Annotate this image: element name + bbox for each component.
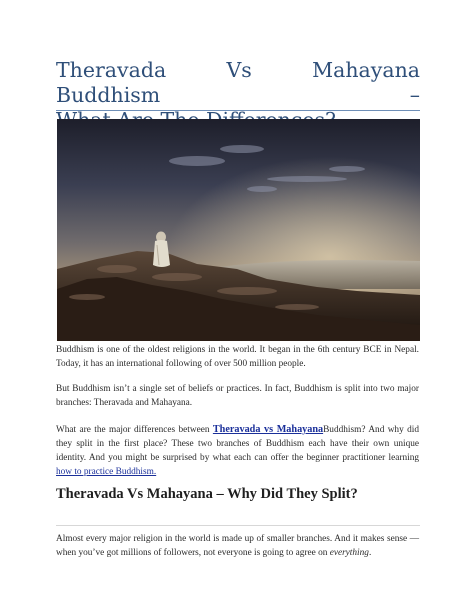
how-to-practice-buddhism-link[interactable]: how to practice Buddhism. — [56, 467, 157, 477]
paragraph-split-text-1: Almost every major religion in the world is made up of smaller branches. And it makes sense — when you’ve got millions of followers, not everyone is going to agree on — [56, 534, 419, 558]
paragraph-differences-text-1: What are the major differences between — [56, 425, 213, 435]
title-underline — [56, 110, 420, 111]
paragraph-split — [56, 532, 419, 560]
paragraph-split-text-2: . — [368, 548, 372, 558]
page-title-line-1: Theravada Vs Mahayana Buddhism – — [56, 58, 420, 107]
section-heading: Theravada Vs Mahayana – Why Did They Split? — [56, 486, 358, 502]
hero-photo-monk-on-mountain-icon — [57, 119, 420, 341]
paragraph-differences — [56, 423, 419, 479]
paragraph-split-emphasis: everything — [329, 548, 369, 558]
theravada-vs-mahayana-link[interactable]: Theravada vs Mahayana — [212, 424, 324, 435]
paragraph-intro: Buddhism is one of the oldest religions in the world. It began in the 6th century BCE in Nepal. Today, it has an international following of over 500 million people. — [56, 345, 419, 369]
paragraph-differences-text-2: Buddhism? And why did they split in the first place? These two branches of Buddhism each have their own unique identity. And you might be surprised by what each can offer the beginner practitioner learning — [56, 425, 419, 463]
section-divider — [56, 525, 420, 526]
hero-image — [57, 119, 420, 341]
paragraph-branches: But Buddhism isn’t a single set of beliefs or practices. In fact, Buddhism is split into two major branches: Theravada and Mahayana. — [56, 384, 419, 408]
